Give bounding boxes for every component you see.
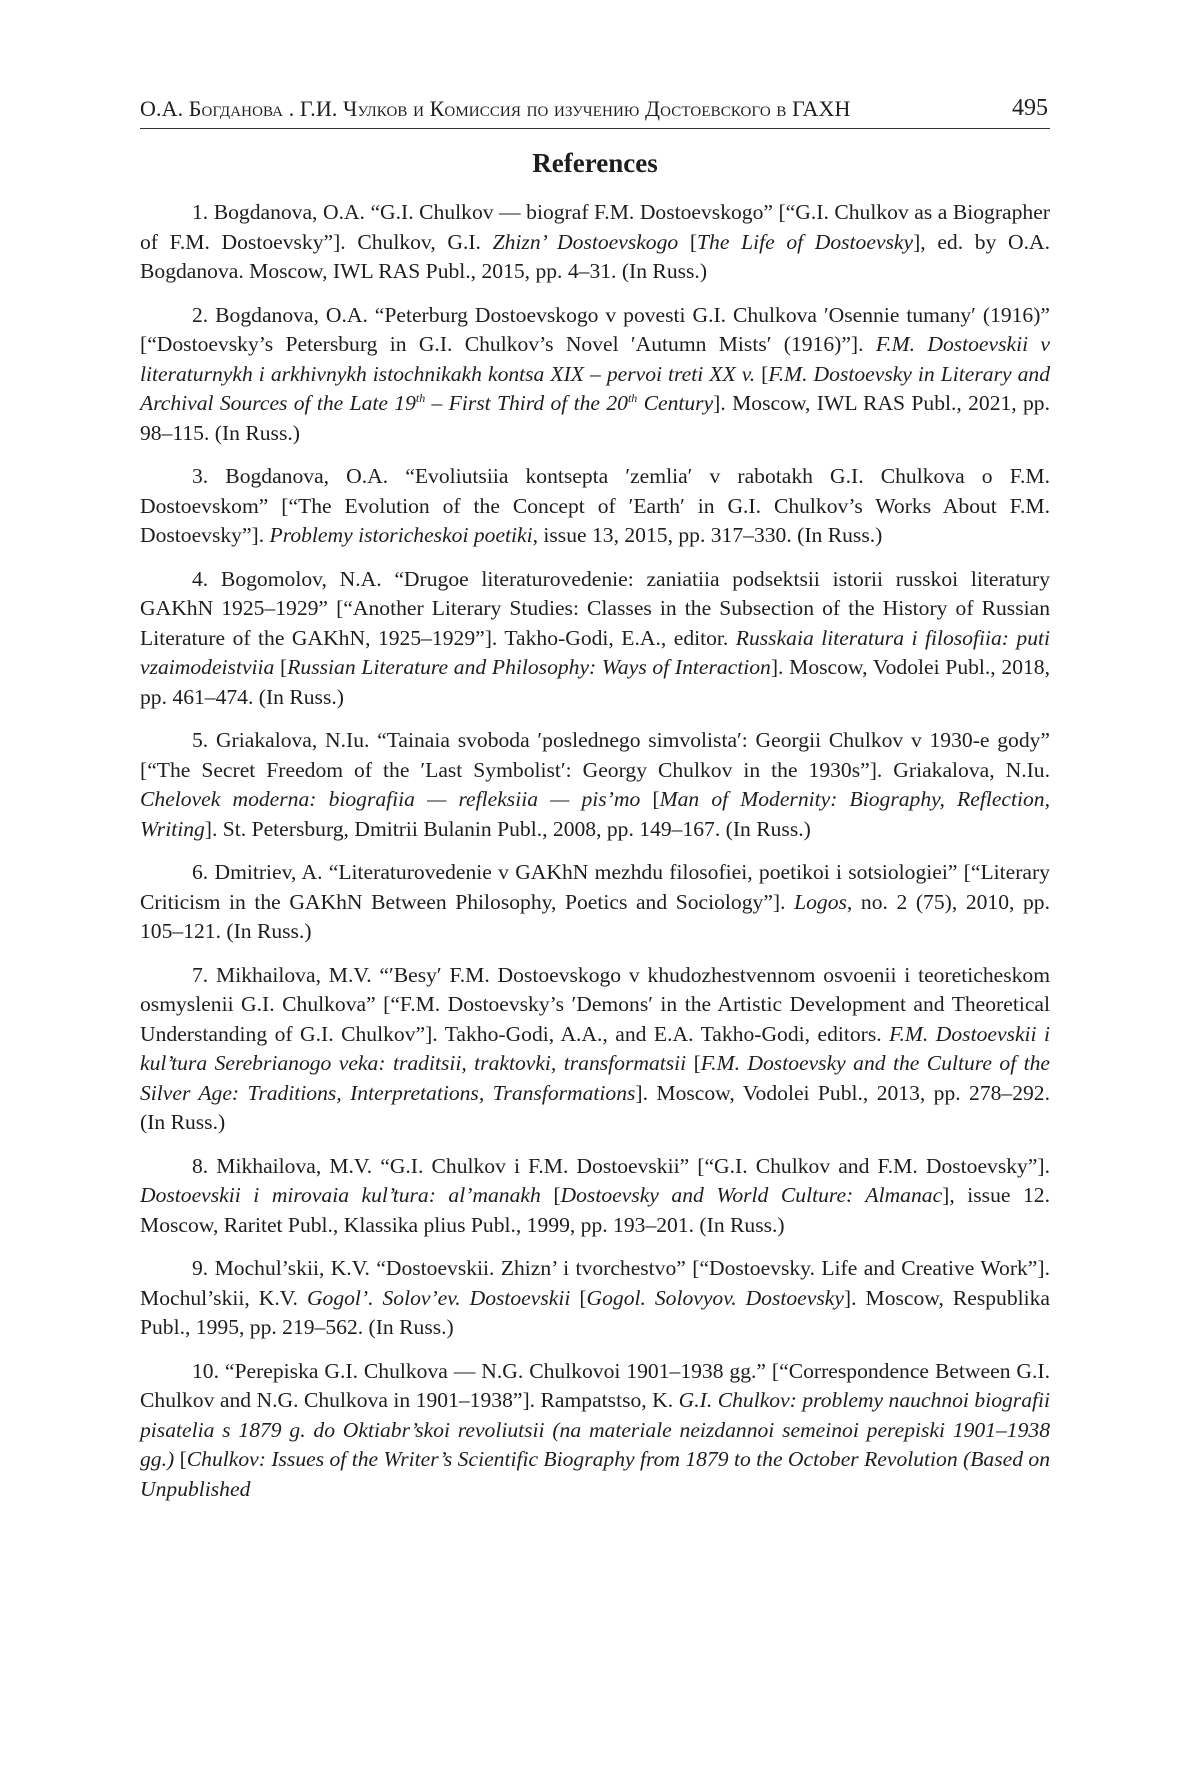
reference-item-5: 5. Griakalova, N.Iu. “Tainaia svoboda ʹposlednego simvolistaʹ: Georgii Chulkov v 1930-e gody” [“The Secret Freedom of the ʹLast Symbolistʹ: Georgy Chulkov in the 1930s”]. Griakalova, N.Iu. Chelovek moderna: biografiia — refleksiia — pis’mo [Man of Modernity: Biography, Reflection, Writing]. St. Petersburg, Dmitrii Bulanin Publ., 2008, pp. 149–167. (In Russ.) <box>140 728 1050 841</box>
reference-item-7: 7. Mikhailova, M.V. “ʹBesyʹ F.M. Dostoevskogo v khudozhestvennom osvoenii i teoreticheskom osmyslenii G.I. Chulkova” [“F.M. Dostoevsky’s ʹDemonsʹ in the Artistic Development and Theoretical Understanding of G.I. Chulkov”]. Takho-Godi, A.A., and E.A. Takho-Godi, editors. F.M. Dostoevskii i kul’tura Serebrianogo veka: traditsii, traktovki, transformatsii [F.M. Dostoevsky and the Culture of the Silver Age: Traditions, Interpretations, Transformations]. Moscow, Vodolei Publ., 2013, pp. 278–292. (In Russ.) <box>140 962 1051 1134</box>
reference-item-9: 9. Mochul’skii, K.V. “Dostoevskii. Zhizn’ i tvorchestvo” [“Dostoevsky. Life and Creative Work”]. Mochul’skii, K.V. Gogol’. Solov’ev. Dostoevskii [Gogol. Solovyov. Dostoevsky]. Moscow, Respublika Publ., 1995, pp. 219–562. (In Russ.) <box>140 1256 1050 1339</box>
references-list <box>140 198 1050 1518</box>
section-title: References <box>532 148 658 178</box>
reference-item-1: 1. Bogdanova, O.A. “G.I. Chulkov — biograf F.M. Dostoevskogo” [“G.I. Chulkov as a Biographer of F.M. Dostoevsky”]. Chulkov, G.I. Zhizn’ Dostoevskogo [The Life of Dostoevsky], ed. by O.A. Bogdanova. Moscow, IWL RAS Publ., 2015, pp. 4–31. (In Russ.) <box>140 200 1050 283</box>
reference-item-6: 6. Dmitriev, A. “Literaturovedenie v GAKhN mezhdu filosofiei, poetikoi i sotsiologiei” [“Literary Criticism in the GAKhN Between Philosophy, Poetics and Sociology”]. Logos, no. 2 (75), 2010, pp. 105–121. (In Russ.) <box>140 860 1050 943</box>
reference-item-4: 4. Bogomolov, N.A. “Drugoe literaturovedenie: zaniatiia podsektsii istorii russkoi literatury GAKhN 1925–1929” [“Another Literary Studies: Classes in the Subsection of the History of Russian Literature of the GAKhN, 1925–1929”]. Takho-Godi, E.A., editor. Russkaia literatura i filosofiia: puti vzaimodeistviia [Russian Literature and Philosophy: Ways of Interaction]. Moscow, Vodolei Publ., 2018, pp. 461–474. (In Russ.) <box>140 566 1050 709</box>
reference-item-10: 10. “Perepiska G.I. Chulkova — N.G. Chulkovoi 1901–1938 gg.” [“Correspondence Between G.I. Chulkov and N.G. Chulkova in 1901–1938”]. Rampatstso, K. G.I. Chulkov: problemy nauchnoi biografii pisatelia s 1879 g. do Oktiabr’skoi revoliutsii (na materiale neizdannoi semeinoi perepiski 1901–1938 gg.) [Chulkov: Issues of the Writer’s Scientific Biography from 1879 to the October Revolution (Based on Unpublished <box>140 1358 1050 1501</box>
running-title: О.А. Богданова . Г.И. Чулков и Комиссия по изучению Достоевского в ГАХН <box>140 96 851 121</box>
running-header <box>140 88 1050 129</box>
reference-item-3: 3. Bogdanova, O.A. “Evoliutsiia kontsepta ʹzemliaʹ v rabotakh G.I. Chulkova o F.M. Dostoevskom” [“The Evolution of the Concept of ʹEarthʹ in G.I. Chulkov’s Works About F.M. Dostoevsky”]. Problemy istoricheskoi poetiki, issue 13, 2015, pp. 317–330. (In Russ.) <box>140 464 1050 547</box>
page-number: 495 <box>1012 95 1048 121</box>
reference-item-8: 8. Mikhailova, M.V. “G.I. Chulkov i F.M. Dostoevskii” [“G.I. Chulkov and F.M. Dostoevsky”]. Dostoevskii i mirovaia kul’tura: al’manakh [Dostoevsky and World Culture: Almanac], issue 12. Moscow, Raritet Publ., Klassika plius Publ., 1999, pp. 193–201. (In Russ.) <box>140 1153 1051 1237</box>
reference-item-2: 2. Bogdanova, O.A. “Peterburg Dostoevskogo v povesti G.I. Chulkova ʹOsennie tumanyʹ (1916)” [“Dostoevsky’s Petersburg in G.I. Chulkov’s Novel ʹAutumn Mistsʹ (1916)”]. F.M. Dostoevskii v literaturnykh i arkhivnykh istochnikakh kontsa XIX – pervoi treti XX v. [F.M. Dostoevsky in Literary and Archival Sources of the Late 19th – First Third of the 20th Century]. Moscow, IWL RAS Publ., 2021, pp. 98–115. (In Russ.) <box>140 302 1050 445</box>
